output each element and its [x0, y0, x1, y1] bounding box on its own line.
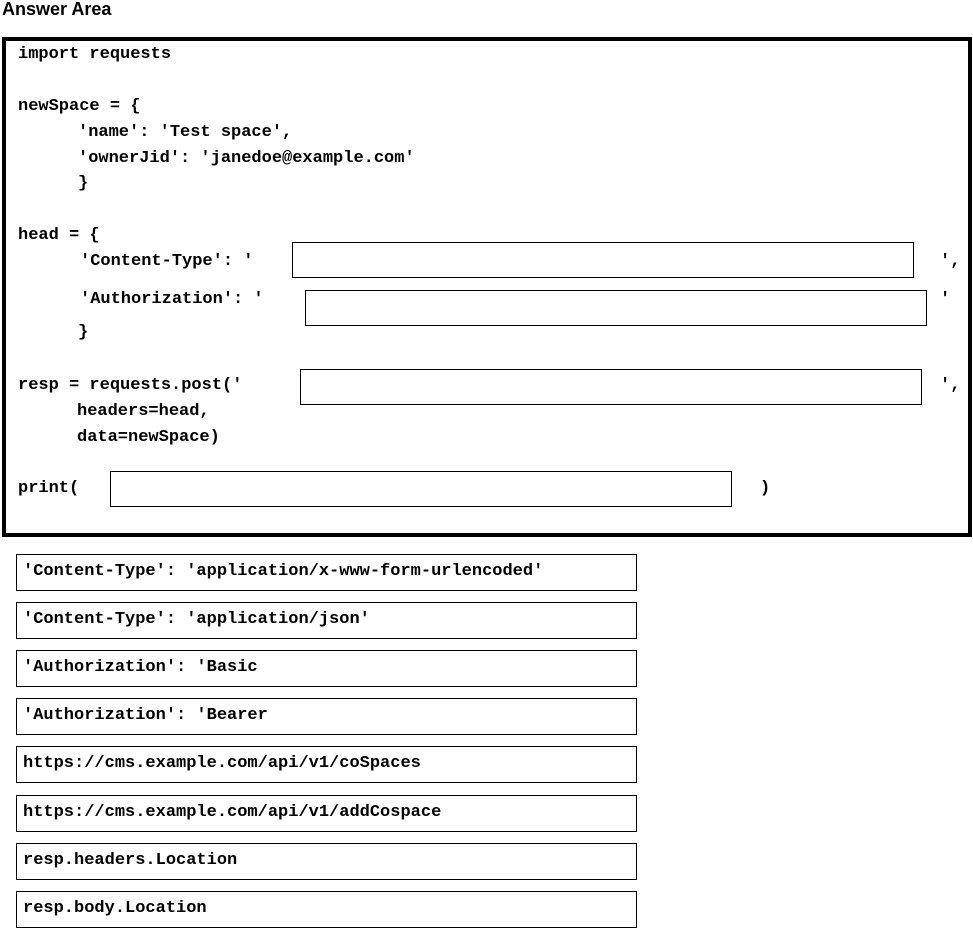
print-drop-slot[interactable]: [110, 471, 732, 507]
code-content-type-prefix: 'Content-Type': ': [80, 252, 254, 271]
code-head-close: }: [78, 323, 89, 342]
option-resp-body-location[interactable]: resp.body.Location: [16, 891, 637, 928]
code-import-line: import requests: [18, 45, 172, 64]
answer-area-title: Answer Area: [2, 0, 112, 19]
code-authorization-suffix: ': [940, 290, 951, 309]
code-print-suffix: ): [760, 479, 771, 498]
answer-area-box: [2, 37, 972, 537]
option-content-type-urlencoded[interactable]: 'Content-Type': 'application/x-www-form-urlencoded': [16, 554, 637, 591]
option-authorization-basic[interactable]: 'Authorization': 'Basic: [16, 650, 637, 687]
option-url-cospaces[interactable]: https://cms.example.com/api/v1/coSpaces: [16, 746, 637, 783]
content-type-drop-slot[interactable]: [292, 242, 914, 278]
option-authorization-bearer[interactable]: 'Authorization': 'Bearer: [16, 698, 637, 735]
code-print-prefix: print(: [18, 479, 80, 498]
code-newspace-close: }: [78, 174, 89, 193]
option-resp-headers-location[interactable]: resp.headers.Location: [16, 843, 637, 880]
code-head-open: head = {: [18, 226, 100, 245]
code-name-line: 'name': 'Test space',: [78, 123, 293, 142]
code-data-line: data=newSpace): [77, 428, 220, 447]
code-newspace-open: newSpace = {: [18, 97, 141, 116]
code-headers-line: headers=head,: [77, 402, 210, 421]
code-authorization-prefix: 'Authorization': ': [80, 290, 264, 309]
option-content-type-json[interactable]: 'Content-Type': 'application/json': [16, 602, 637, 639]
code-owner-line: 'ownerJid': 'janedoe@example.com': [78, 149, 415, 168]
code-resp-prefix: resp = requests.post(': [18, 376, 243, 395]
authorization-drop-slot[interactable]: [305, 290, 927, 326]
code-resp-suffix: ',: [940, 376, 961, 395]
option-url-addcospace[interactable]: https://cms.example.com/api/v1/addCospace: [16, 795, 637, 832]
code-content-type-suffix: ',: [940, 252, 961, 271]
url-drop-slot[interactable]: [300, 369, 922, 405]
